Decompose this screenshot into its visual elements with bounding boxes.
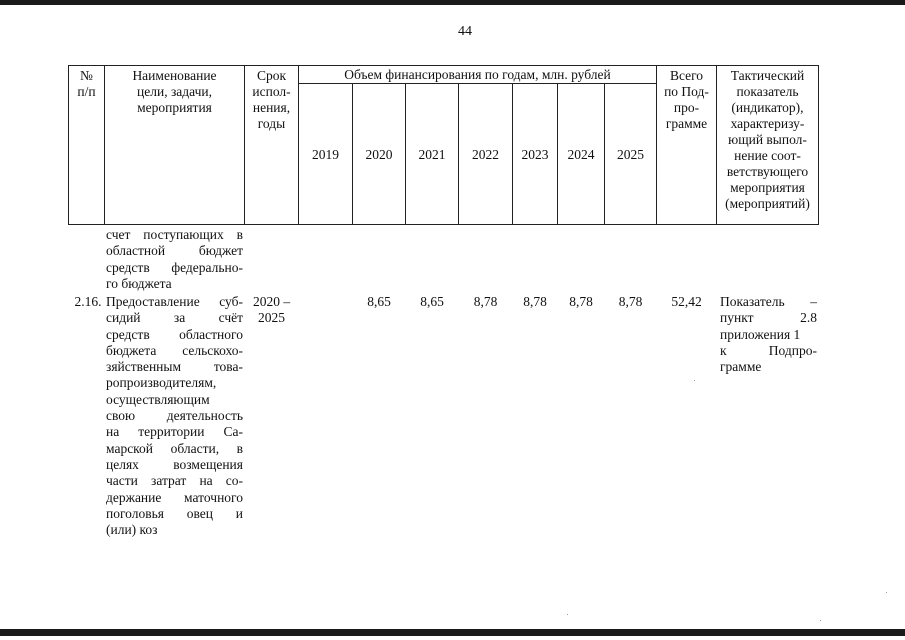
row-value-2021: 8,65 xyxy=(420,294,444,309)
scan-speck xyxy=(886,592,887,593)
header-year-2025: 2025 xyxy=(617,147,644,162)
row-indicator xyxy=(720,294,817,375)
scan-speck xyxy=(820,620,821,621)
row-name-line: (или) коз xyxy=(106,522,158,538)
row-name-line: зяйственным това- xyxy=(106,359,243,375)
row-name-line: сидий за счёт xyxy=(106,310,243,326)
row-name-line: поголовья овец и xyxy=(106,505,243,521)
row-indicator-line: к Подпро- xyxy=(720,342,817,358)
row-name-line: свою деятельность xyxy=(106,408,243,424)
header-year-2019: 2019 xyxy=(312,147,339,162)
header-year-2023: 2023 xyxy=(521,147,549,162)
row-value-2022: 8,78 xyxy=(473,294,498,309)
row-name xyxy=(106,294,243,538)
header-year-2024: 2024 xyxy=(567,147,595,162)
bottom-scan-border xyxy=(0,629,905,636)
row-number: 2.16. xyxy=(74,294,102,309)
continuation-text xyxy=(106,227,243,292)
row-indicator-line: приложения 1 xyxy=(720,326,801,342)
header-year-2020: 2020 xyxy=(365,147,393,162)
row-indicator-line: пункт 2.8 xyxy=(720,310,817,326)
continuation-line: счет поступающих в xyxy=(106,227,243,242)
scan-speck xyxy=(567,614,568,615)
row-value-2024: 8,78 xyxy=(569,294,593,309)
row-name-line: средств областного xyxy=(106,326,243,342)
page-number: 44 xyxy=(458,24,472,39)
row-name-line: ропроизводителям, xyxy=(106,375,217,391)
row-name-line: осуществляющим xyxy=(106,391,210,407)
header-col-indicator: Тактический показатель (индикатор), характеризу- ющий выпол- нение соот- ветствующего мероприятия (мероприятий) xyxy=(725,68,810,211)
row-term: 2020 – 2025 xyxy=(252,294,291,325)
row-name-line: марской области, в xyxy=(106,440,243,456)
continuation-line: средств федерально- xyxy=(106,259,243,275)
row-name-line: целях возмещения xyxy=(106,456,243,472)
row-name-line: держание маточного xyxy=(106,489,243,505)
row-indicator-line: грамме xyxy=(720,359,762,375)
row-value-2020: 8,65 xyxy=(367,294,391,309)
row-total: 52,42 xyxy=(671,294,702,309)
row-name-line: бюджета сельскохо- xyxy=(106,342,243,358)
row-indicator-line: Показатель – xyxy=(720,294,817,309)
header-col-total: Всего по Под- про- грамме xyxy=(664,68,709,131)
header-col-number: № п/п xyxy=(77,68,96,99)
row-name-line: Предоставление суб- xyxy=(106,294,243,309)
header-year-2022: 2022 xyxy=(472,147,499,162)
continuation-line: областной бюджет xyxy=(106,243,243,259)
top-scan-border xyxy=(0,0,905,5)
continuation-line: го бюджета xyxy=(106,275,172,291)
row-name-line: на территории Са- xyxy=(106,424,243,440)
scan-speck xyxy=(694,380,695,381)
header-col-name: Наименование цели, задачи, мероприятия xyxy=(132,68,217,115)
row-value-2025: 8,78 xyxy=(618,294,643,309)
header-col-term: Срок испол- нения, годы xyxy=(252,68,291,131)
row-name-line: части затрат на со- xyxy=(106,473,243,489)
header-year-2021: 2021 xyxy=(418,147,446,162)
header-col-financing: Объем финансирования по годам, млн. рублей xyxy=(344,67,611,82)
row-value-2023: 8,78 xyxy=(523,294,547,309)
